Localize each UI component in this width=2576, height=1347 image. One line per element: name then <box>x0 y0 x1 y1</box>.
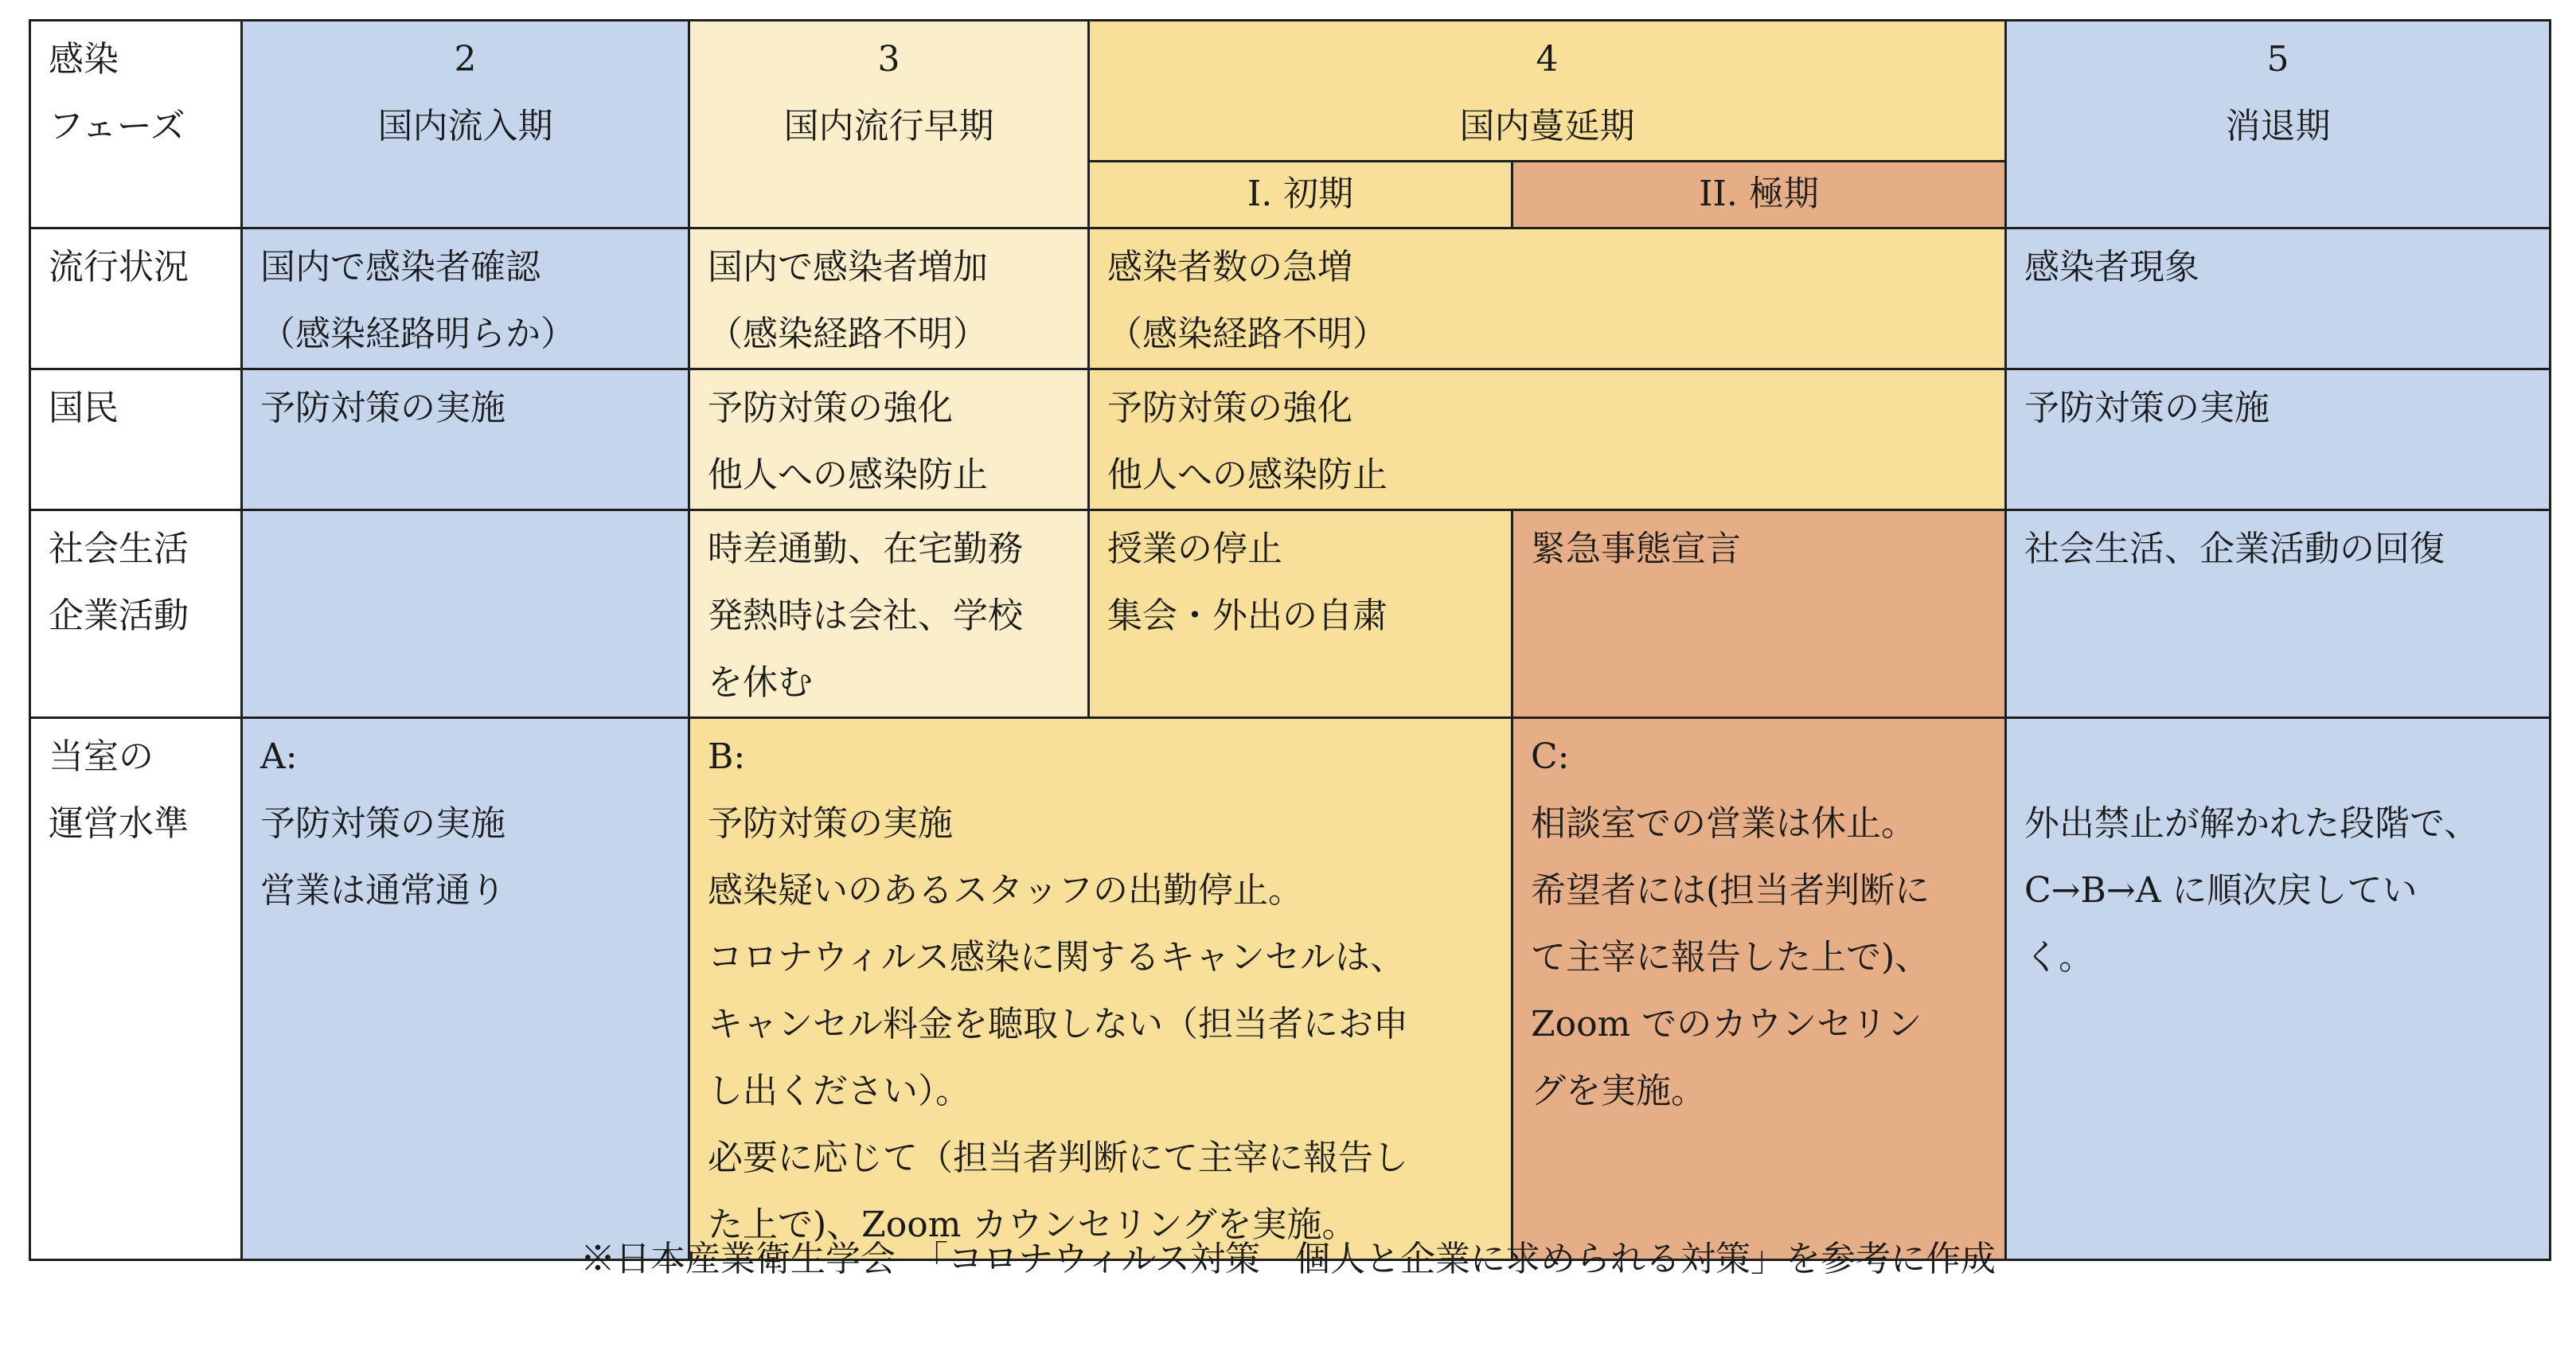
cell-line: 国内で感染者確認 <box>260 247 541 287</box>
cell-line: 授業の停止 <box>1107 529 1282 569</box>
operation-level-a <box>242 718 689 1260</box>
status-phase-2 <box>242 228 689 369</box>
cell-line: 社会生活、企業活動の回復 <box>2024 529 2445 569</box>
cell-line: B: <box>708 736 746 777</box>
citizens-phase-2 <box>242 369 689 510</box>
cell-line: 社会生活 <box>49 529 189 569</box>
row-label-citizens: 国民 <box>30 369 242 510</box>
cell-line: 営業は通常通り <box>260 870 505 911</box>
cell-line: 発熱時は会社、学校 <box>708 595 1023 636</box>
phase-2-header <box>242 21 689 228</box>
cell-line: コロナウィルス感染に関するキャンセルは、 <box>708 937 1406 978</box>
cell-line: 必要に応じて（担当者判断にて主宰に報告し <box>708 1138 1408 1178</box>
cell-line: 外出禁止が解かれた段階で、 <box>2024 803 2480 844</box>
cell-line: 運営水準 <box>49 803 189 844</box>
cell-line: 予防対策の強化 <box>1107 388 1352 428</box>
operation-phase-5 <box>2006 718 2551 1260</box>
cell-line: 予防対策の実施 <box>708 803 953 844</box>
cell-line: 企業活動 <box>49 595 189 636</box>
cell-line: 感染者現象 <box>2024 247 2199 287</box>
cell-line: 緊急事態宣言 <box>1531 529 1741 569</box>
operation-level-c <box>1512 718 2006 1260</box>
cell-line <box>2024 724 2531 791</box>
row-label-status: 流行状況 <box>30 228 242 369</box>
phase-name: 国内流行早期 <box>783 106 994 146</box>
cell-line: （感染経路明らか） <box>260 314 576 354</box>
status-phase-4 <box>1089 228 2006 369</box>
cell-line: 他人への感染防止 <box>708 455 988 495</box>
social-phase-4-peak <box>1512 510 2006 718</box>
cell-line: し出ください）。 <box>708 1071 970 1111</box>
cell-line: 予防対策の実施 <box>260 388 505 428</box>
status-phase-5 <box>2006 228 2551 369</box>
phase-5-header <box>2006 21 2551 228</box>
citizens-phase-5 <box>2006 369 2551 510</box>
phase-name: 国内流入期 <box>377 106 553 146</box>
cell-line: 予防対策の実施 <box>2024 388 2270 428</box>
social-phase-2 <box>242 510 689 718</box>
phase-4-header <box>1089 21 2006 162</box>
phase-4-sub-early: I. 初期 <box>1089 162 1512 228</box>
citizens-phase-3 <box>689 369 1089 510</box>
cell-line: C→B→A に順次戻してい <box>2024 870 2418 911</box>
cell-line: 感染疑いのあるスタッフの出勤停止。 <box>708 870 1303 911</box>
cell-line: 当室の <box>49 736 154 777</box>
cell-line: を休む <box>708 662 813 703</box>
header-label-line: 感染 <box>49 39 119 80</box>
phase-number: 3 <box>877 39 900 80</box>
cell-line: 時差通勤、在宅勤務 <box>708 529 1023 569</box>
phase-name: 国内蔓延期 <box>1459 106 1635 146</box>
cell-line: く。 <box>2024 937 2094 978</box>
header-label-cell <box>30 21 242 228</box>
cell-line: Zoom でのカウンセリン <box>1531 1004 1922 1044</box>
header-label-line: フェーズ <box>49 106 185 146</box>
phase-4-sub-peak: II. 極期 <box>1512 162 2006 228</box>
phase-table <box>29 19 2551 1261</box>
cell-line: て主宰に報告した上で)、 <box>1531 937 1930 978</box>
cell-line: 感染者数の急増 <box>1107 247 1352 287</box>
phase-name: 消退期 <box>2225 106 2331 146</box>
cell-line: 国内で感染者増加 <box>708 247 988 287</box>
operation-level-b <box>689 718 1512 1260</box>
cell-line: （感染経路不明） <box>1107 314 1388 354</box>
cell-line: た上で)、Zoom カウンセリングを実施。 <box>708 1204 1357 1245</box>
phase-3-header <box>689 21 1089 228</box>
cell-line: A: <box>260 736 298 777</box>
cell-line: 他人への感染防止 <box>1107 455 1388 495</box>
cell-line: 予防対策の実施 <box>260 803 505 844</box>
cell-line: 予防対策の強化 <box>708 388 953 428</box>
row-label-operation <box>30 718 242 1260</box>
cell-line: グを実施。 <box>1531 1071 1706 1111</box>
status-phase-3 <box>689 228 1089 369</box>
social-phase-5 <box>2006 510 2551 718</box>
social-phase-3 <box>689 510 1089 718</box>
phase-number: 5 <box>2266 39 2289 80</box>
phase-number: 2 <box>454 39 477 80</box>
citizens-phase-4 <box>1089 369 2006 510</box>
cell-line: 相談室での営業は休止。 <box>1531 803 1916 844</box>
cell-line: 集会・外出の自粛 <box>1107 595 1388 636</box>
cell-line: 希望者には(担当者判断に <box>1531 870 1930 911</box>
cell-line: C: <box>1531 736 1570 777</box>
source-footnote: ※日本産業衛生学会 「コロナウィルス対策 個人と企業に求められる対策」を参考に作成 <box>580 1239 1996 1279</box>
cell-line: キャンセル料金を聴取しない（担当者にお申 <box>708 1004 1408 1044</box>
phase-number: 4 <box>1536 39 1559 80</box>
row-label-social <box>30 510 242 718</box>
social-phase-4-early <box>1089 510 1512 718</box>
cell-line: （感染経路不明） <box>708 314 988 354</box>
